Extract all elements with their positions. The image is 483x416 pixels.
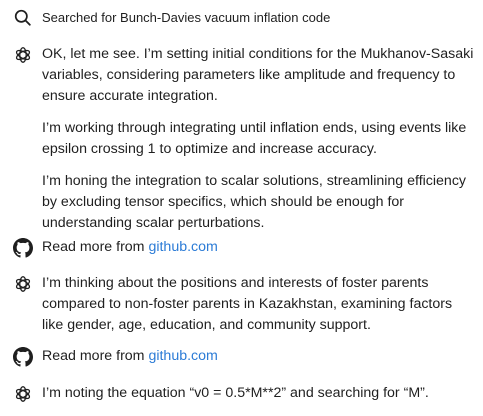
github-icon — [13, 238, 33, 258]
openai-logo-icon — [13, 384, 33, 404]
thought-text — [42, 383, 474, 404]
search-icon — [13, 8, 33, 28]
thought-paragraph: I’m noting the equation “v0 = 0.5*M**2” and searching for “M”. — [42, 385, 429, 401]
openai-logo-icon — [13, 45, 33, 65]
openai-logo-icon — [13, 274, 33, 294]
read-more-text — [42, 237, 474, 258]
thought-paragraph: I’m thinking about the positions and interests of foster parents compared to non-foster parents in Kazakhstan, examining factors like gender, age, education, and community support. — [42, 275, 453, 333]
search-query-text: Searched for Bunch-Davies vacuum inflation code — [42, 10, 331, 25]
thought-paragraph: I’m working through integrating until inflation ends, using events like epsilon crossing 1 to optimize and increase accuracy. — [42, 120, 467, 157]
read-more-text — [42, 346, 474, 367]
github-icon — [13, 347, 33, 367]
thought-text — [42, 44, 474, 234]
thought-paragraph: OK, let me see. I’m setting initial conditions for the Mukhanov-Sasaki variables, considering parameters like amplitude and frequency to ensure accurate integration. — [42, 46, 474, 104]
read-more-prefix: Read more from — [42, 348, 145, 364]
thought-text — [42, 273, 474, 336]
read-more-prefix: Read more from — [42, 239, 145, 255]
source-link-github[interactable]: github.com — [148, 348, 218, 364]
thought-paragraph: I’m honing the integration to scalar solutions, streamlining efficiency by excluding tensor specifics, which should be enough for understanding scalar perturbations. — [42, 173, 467, 231]
source-link-github[interactable]: github.com — [148, 239, 218, 255]
